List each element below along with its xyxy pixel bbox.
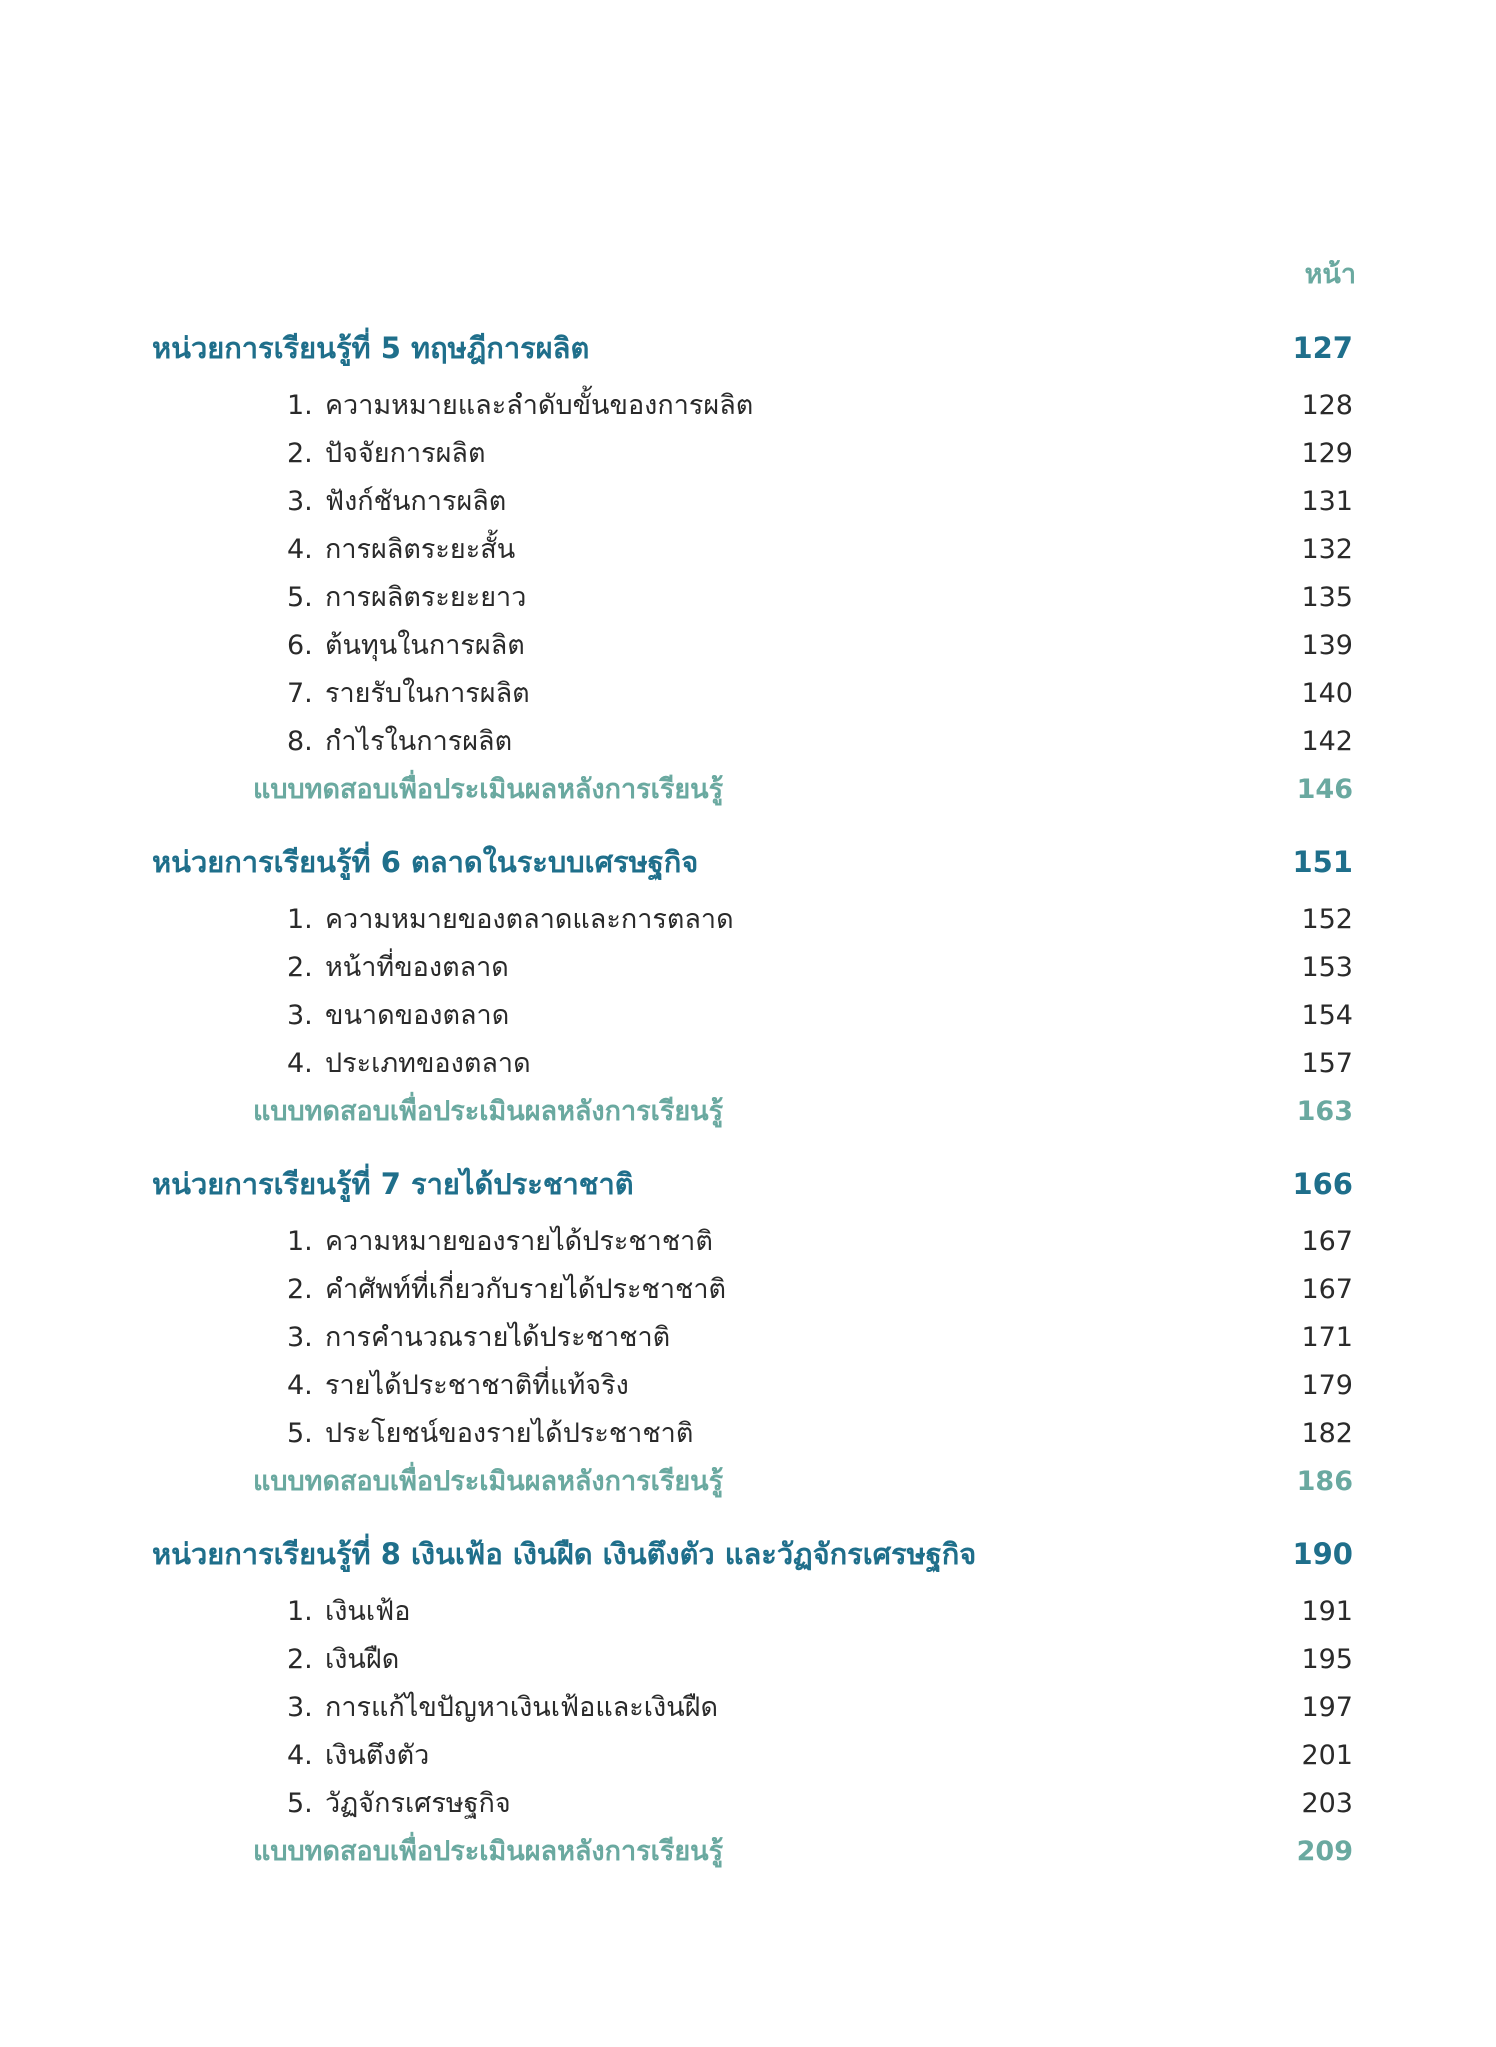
assessment-title: แบบทดสอบเพื่อประเมินผลหลังการเรียนรู้ bbox=[253, 1096, 724, 1127]
toc-item bbox=[0, 1362, 1496, 1410]
item-page-number: 157 bbox=[1301, 1048, 1353, 1079]
item-title: ขนาดของตลาด bbox=[325, 1000, 510, 1031]
toc-item bbox=[0, 430, 1496, 478]
item-title: การแก้ไขปัญหาเงินเฟ้อและเงินฝืด bbox=[325, 1692, 719, 1723]
toc-item bbox=[0, 1780, 1496, 1828]
assessment-page-number: 163 bbox=[1296, 1096, 1353, 1127]
assessment-title: แบบทดสอบเพื่อประเมินผลหลังการเรียนรู้ bbox=[253, 774, 724, 805]
toc-item bbox=[0, 1314, 1496, 1362]
assessment-page-number: 209 bbox=[1296, 1836, 1353, 1867]
item-title: ความหมายของตลาดและการตลาด bbox=[325, 904, 734, 935]
item-title: เงินฝืด bbox=[325, 1644, 400, 1675]
item-page-number: 182 bbox=[1301, 1418, 1353, 1449]
item-page-number: 167 bbox=[1301, 1226, 1353, 1257]
toc-item bbox=[0, 1588, 1496, 1636]
toc-item bbox=[0, 478, 1496, 526]
item-number: 6. bbox=[287, 630, 313, 661]
item-title: การผลิตระยะสั้น bbox=[325, 534, 516, 565]
item-number: 3. bbox=[287, 486, 313, 517]
item-title: กำไรในการผลิต bbox=[325, 726, 513, 757]
item-number: 4. bbox=[287, 1740, 313, 1771]
unit-heading bbox=[0, 318, 1496, 378]
item-title: การคำนวณรายได้ประชาชาติ bbox=[325, 1322, 671, 1353]
item-title: ความหมายและลำดับขั้นของการผลิต bbox=[325, 390, 754, 421]
item-number: 5. bbox=[287, 1788, 313, 1819]
unit-section-8 bbox=[0, 1524, 1496, 1876]
item-number: 4. bbox=[287, 1048, 313, 1079]
item-title: ฟังก์ชันการผลิต bbox=[325, 486, 507, 517]
item-number: 2. bbox=[287, 1274, 313, 1305]
item-page-number: 128 bbox=[1301, 390, 1353, 421]
item-title: รายรับในการผลิต bbox=[325, 678, 530, 709]
assessment-page-number: 186 bbox=[1296, 1466, 1353, 1497]
toc-item bbox=[0, 1218, 1496, 1266]
item-page-number: 129 bbox=[1301, 438, 1353, 469]
unit-page-number: 127 bbox=[1292, 331, 1353, 365]
assessment-page-number: 146 bbox=[1296, 774, 1353, 805]
item-title: การผลิตระยะยาว bbox=[325, 582, 527, 613]
page-column-label: หน้า bbox=[1304, 259, 1356, 290]
item-number: 4. bbox=[287, 1370, 313, 1401]
item-number: 2. bbox=[287, 438, 313, 469]
item-page-number: 142 bbox=[1301, 726, 1353, 757]
item-title: ความหมายของรายได้ประชาชาติ bbox=[325, 1226, 713, 1257]
toc-item bbox=[0, 896, 1496, 944]
item-title: รายได้ประชาชาติที่แท้จริง bbox=[325, 1370, 629, 1401]
item-title: ต้นทุนในการผลิต bbox=[325, 630, 525, 661]
toc-item bbox=[0, 1040, 1496, 1088]
toc-item bbox=[0, 622, 1496, 670]
unit-title: หน่วยการเรียนรู้ที่ 8 เงินเฟ้อ เงินฝืด เงินตึงตัว และวัฏจักรเศรษฐกิจ bbox=[152, 1537, 977, 1571]
item-page-number: 179 bbox=[1301, 1370, 1353, 1401]
item-page-number: 153 bbox=[1301, 952, 1353, 983]
toc-item bbox=[0, 992, 1496, 1040]
item-number: 5. bbox=[287, 1418, 313, 1449]
item-number: 2. bbox=[287, 1644, 313, 1675]
item-page-number: 171 bbox=[1301, 1322, 1353, 1353]
item-title: เงินตึงตัว bbox=[325, 1740, 430, 1771]
unit-heading bbox=[0, 832, 1496, 892]
toc-item bbox=[0, 944, 1496, 992]
item-page-number: 191 bbox=[1301, 1596, 1353, 1627]
item-page-number: 197 bbox=[1301, 1692, 1353, 1723]
item-number: 1. bbox=[287, 1226, 313, 1257]
item-number: 3. bbox=[287, 1692, 313, 1723]
item-page-number: 203 bbox=[1301, 1788, 1353, 1819]
unit-title: หน่วยการเรียนรู้ที่ 6 ตลาดในระบบเศรษฐกิจ bbox=[152, 845, 699, 879]
item-page-number: 152 bbox=[1301, 904, 1353, 935]
unit-section-5 bbox=[0, 318, 1496, 814]
item-number: 7. bbox=[287, 678, 313, 709]
item-number: 1. bbox=[287, 390, 313, 421]
item-title: ประโยชน์ของรายได้ประชาชาติ bbox=[325, 1418, 694, 1449]
toc-item bbox=[0, 574, 1496, 622]
item-title: วัฏจักรเศรษฐกิจ bbox=[325, 1788, 511, 1819]
toc-item bbox=[0, 670, 1496, 718]
unit-section-6 bbox=[0, 832, 1496, 1136]
assessment-title: แบบทดสอบเพื่อประเมินผลหลังการเรียนรู้ bbox=[253, 1466, 724, 1497]
item-page-number: 135 bbox=[1301, 582, 1353, 613]
toc-item bbox=[0, 1732, 1496, 1780]
item-number: 5. bbox=[287, 582, 313, 613]
unit-title: หน่วยการเรียนรู้ที่ 7 รายได้ประชาชาติ bbox=[152, 1167, 634, 1201]
item-page-number: 139 bbox=[1301, 630, 1353, 661]
item-page-number: 201 bbox=[1301, 1740, 1353, 1771]
item-title: ประเภทของตลาด bbox=[325, 1048, 531, 1079]
toc-item bbox=[0, 526, 1496, 574]
assessment-entry bbox=[0, 1088, 1496, 1136]
item-number: 1. bbox=[287, 904, 313, 935]
item-number: 1. bbox=[287, 1596, 313, 1627]
assessment-entry bbox=[0, 766, 1496, 814]
toc-item bbox=[0, 1410, 1496, 1458]
item-page-number: 154 bbox=[1301, 1000, 1353, 1031]
item-page-number: 131 bbox=[1301, 486, 1353, 517]
item-title: ปัจจัยการผลิต bbox=[325, 438, 486, 469]
unit-page-number: 151 bbox=[1292, 845, 1353, 879]
item-number: 3. bbox=[287, 1322, 313, 1353]
item-number: 4. bbox=[287, 534, 313, 565]
unit-section-7 bbox=[0, 1154, 1496, 1506]
assessment-title: แบบทดสอบเพื่อประเมินผลหลังการเรียนรู้ bbox=[253, 1836, 724, 1867]
item-page-number: 132 bbox=[1301, 534, 1353, 565]
item-title: เงินเฟ้อ bbox=[325, 1596, 411, 1627]
assessment-entry bbox=[0, 1828, 1496, 1876]
unit-page-number: 190 bbox=[1292, 1537, 1353, 1571]
item-page-number: 195 bbox=[1301, 1644, 1353, 1675]
item-number: 2. bbox=[287, 952, 313, 983]
unit-heading bbox=[0, 1154, 1496, 1214]
item-number: 8. bbox=[287, 726, 313, 757]
unit-title: หน่วยการเรียนรู้ที่ 5 ทฤษฎีการผลิต bbox=[152, 331, 590, 365]
toc-item bbox=[0, 718, 1496, 766]
assessment-entry bbox=[0, 1458, 1496, 1506]
unit-heading bbox=[0, 1524, 1496, 1584]
item-number: 3. bbox=[287, 1000, 313, 1031]
table-of-contents bbox=[0, 318, 1496, 1894]
toc-item bbox=[0, 382, 1496, 430]
toc-item bbox=[0, 1636, 1496, 1684]
item-title: คำศัพท์ที่เกี่ยวกับรายได้ประชาชาติ bbox=[325, 1274, 727, 1305]
item-page-number: 140 bbox=[1301, 678, 1353, 709]
item-title: หน้าที่ของตลาด bbox=[325, 952, 509, 983]
unit-page-number: 166 bbox=[1292, 1167, 1353, 1201]
toc-item bbox=[0, 1266, 1496, 1314]
item-page-number: 167 bbox=[1301, 1274, 1353, 1305]
toc-item bbox=[0, 1684, 1496, 1732]
